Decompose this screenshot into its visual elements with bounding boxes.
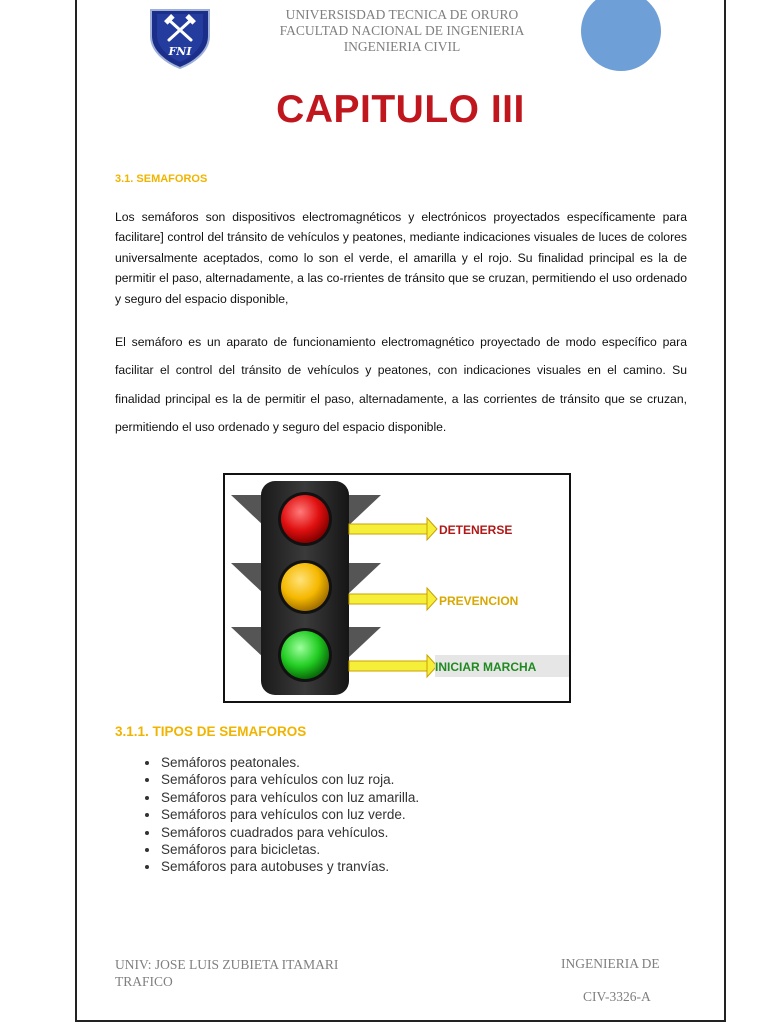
footer-code: CIV-3326-A (583, 989, 651, 1004)
section-heading: 3.1. SEMAFOROS (115, 173, 208, 185)
page-header (247, 7, 557, 55)
section-paragraph-2: El semáforo es un aparato de funcionamiento electromagnético proyectado de modo específico para facilitar el control del tránsito de vehículos y peatones, con indicaciones visuales en el camino. Su finalidad principal es la de permitir el paso, alternadamente, a las corrientes de tránsito que se cruzan, permitiendo el uso ordenado y seguro del espacio disponible. (115, 335, 687, 435)
types-list (135, 754, 419, 876)
list-item: • Semáforos para bicicletas. (160, 841, 419, 858)
subsection-heading: 3.1.1. TIPOS DE SEMAFOROS (115, 724, 307, 739)
section-paragraph-1: Los semáforos son dispositivos electromagnéticos y electrónicos proyectados específicamente para facilitare] control del tránsito de vehículos y peatones, mediante indicaciones visuales de luces de colores universalmente aceptados, como lo son el verde, el amarilla y el rojo. Su finalidad principal es la de permitir el paso, alternadamente, a las co-rrientes de tránsito que se cruzan, permitiendo el uso ordenado y seguro del espacio disponible, (115, 210, 687, 306)
label-go: INICIAR MARCHA (435, 660, 537, 674)
footer-course: INGENIERIA DE (561, 956, 660, 971)
traffic-light-illustration (225, 475, 569, 701)
label-stop: DETENERSE (439, 523, 513, 537)
logo-lettering: FNI (168, 45, 192, 58)
list-item: • Semáforos para autobuses y tranvías. (160, 858, 419, 875)
label-caution: PREVENCION (439, 594, 519, 608)
chapter-title: CAPITULO III (276, 88, 525, 131)
list-item: • Semáforos para vehículos con luz amarilla. (160, 789, 419, 806)
decorative-circle (581, 0, 661, 71)
document-page (75, 0, 726, 1022)
list-item: • Semáforos para vehículos con luz verde. (160, 806, 419, 823)
list-item: • Semáforos peatonales. (160, 754, 419, 771)
university-shield-logo-icon (147, 6, 213, 70)
footer-author: UNIV: JOSE LUIS ZUBIETA ITAMARI TRAFICO (115, 957, 339, 989)
list-item: • Semáforos cuadrados para vehículos. (160, 824, 419, 841)
header-faculty: FACULTAD NACIONAL DE INGENIERIA (279, 23, 525, 38)
header-university: UNIVERSISDAD TECNICA DE ORURO (285, 7, 519, 22)
traffic-light-figure (223, 473, 571, 703)
header-career: INGENIERIA CIVIL (343, 39, 461, 54)
list-item: • Semáforos para vehículos con luz roja. (160, 771, 419, 788)
